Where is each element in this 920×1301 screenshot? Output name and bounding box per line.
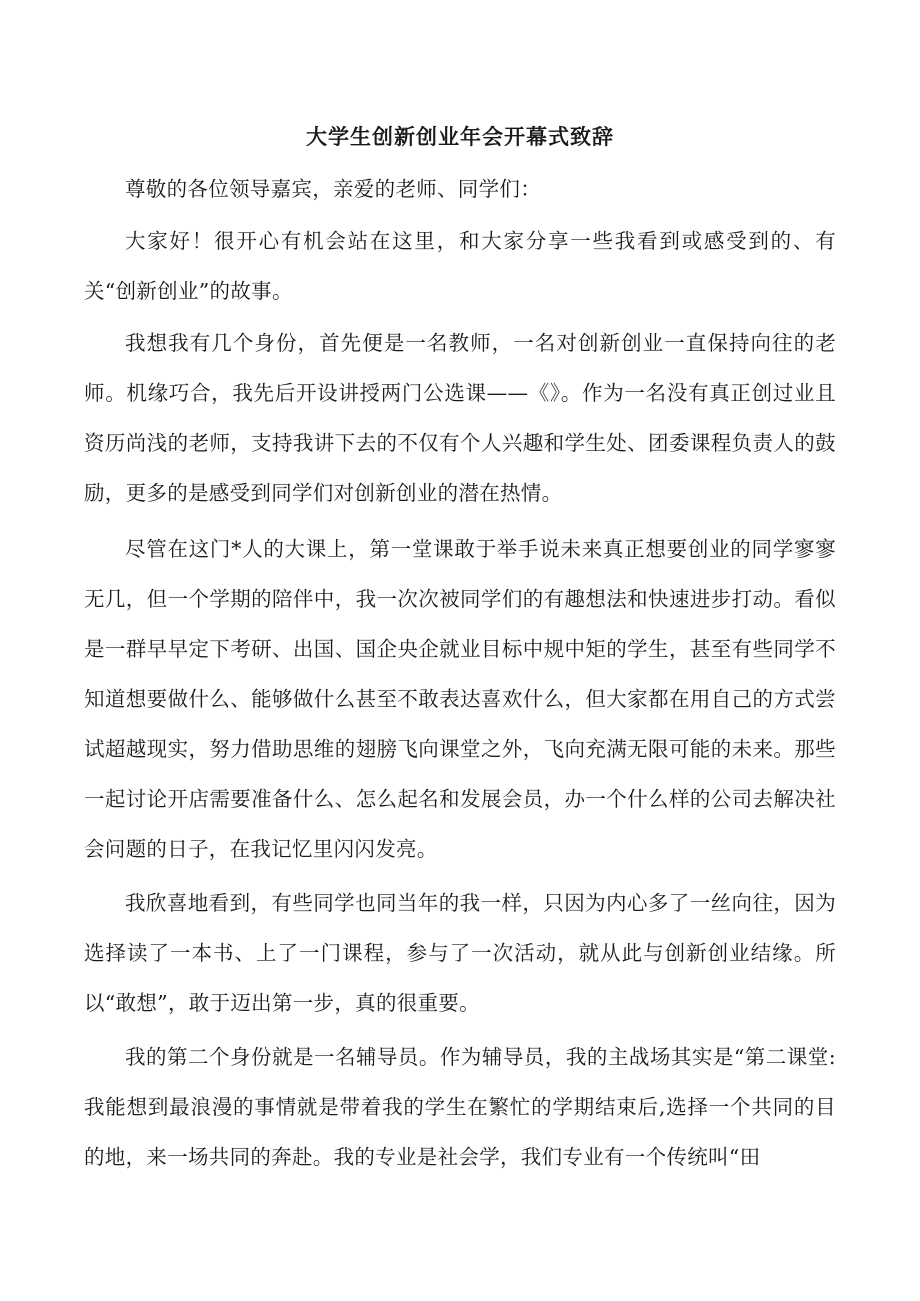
paragraph-greeting: 大家好！很开心有机会站在这里，和大家分享一些我看到或感受到的、有关“创新创业”的故事。 (84, 229, 836, 303)
paragraph-salutation: 尊敬的各位领导嘉宾，亲爱的老师、同学们： (125, 177, 541, 201)
paragraph-counselor-identity: 我的第二个身份就是一名辅导员。作为辅导员，我的主战场其实是“第二课堂:我能想到最浪漫的事情就是带着我的学生在繁忙的学期结束后,选择一个共同的目的地，来一场共同的奔赴。我的专业是社会学，我们专业有一个传统叫“田 (84, 1045, 836, 1169)
paragraph-teacher-identity: 我想我有几个身份，首先便是一名教师，一名对创新创业一直保持向往的老师。机缘巧合，我先后开设讲授两门公选课——《》。作为一名没有真正创过业且资历尚浅的老师，支持我讲下去的不仅有个人兴趣和学生处、团委课程负责人的鼓励，更多的是感受到同学们对创新创业的潜在热情。 (84, 331, 836, 505)
document-title: 大学生创新创业年会开幕式致辞 (306, 124, 614, 149)
paragraph-daring-to-think: 我欣喜地看到，有些同学也同当年的我一样，只因为内心多了一丝向往，因为选择读了一本书、上了一门课程，参与了一次活动，就从此与创新创业结缘。所以“敢想”，敢于迈出第一步，真的很重要。 (84, 891, 836, 1015)
paragraph-classroom-story: 尽管在这门*人的大课上，第一堂课敢于举手说未来真正想要创业的同学寥寥无几，但一个学期的陪伴中，我一次次被同学们的有趣想法和快速进步打动。看似是一群早早定下考研、出国、国企央企就业目标中规中矩的学生，甚至有些同学不知道想要做什么、能够做什么甚至不敢表达喜欢什么，但大家都在用自己的方式尝试超越现实，努力借助思维的翅膀飞向课堂之外，飞向充满无限可能的未来。那些一起讨论开店需要准备什么、怎么起名和发展会员，办一个什么样的公司去解决社会问题的日子，在我记忆里闪闪发亮。 (84, 537, 836, 861)
